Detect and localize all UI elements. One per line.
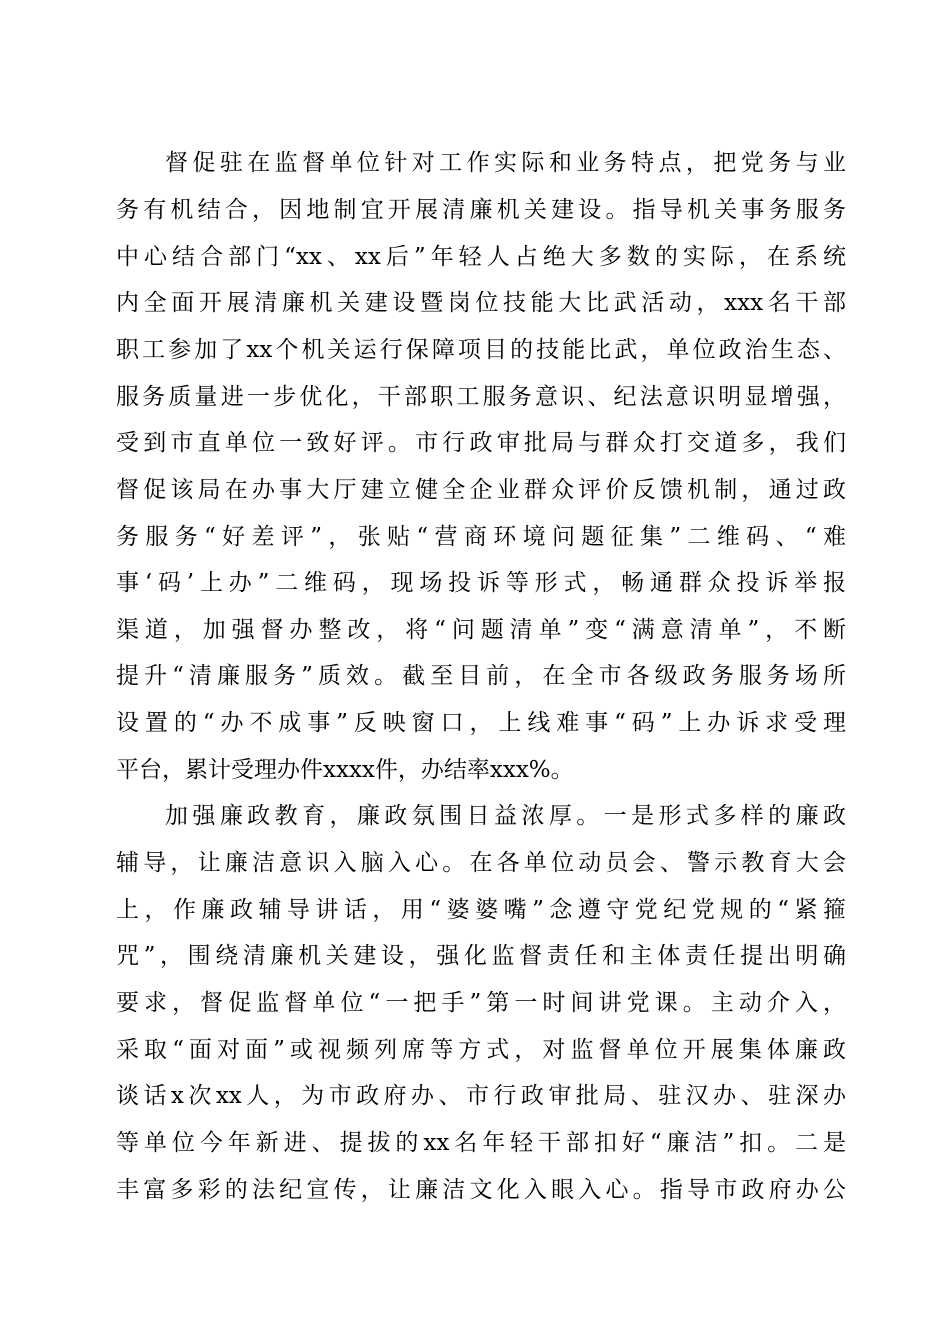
paragraph-1-line-5: 职工参加了xx个机关运行保障项目的技能比武，单位政治生态、 xyxy=(116,337,846,363)
paragraph-1-line-9: 务服务“好差评”，张贴“营商环境问题征集”二维码、“难 xyxy=(116,524,846,550)
paragraph-1-line-13: 设置的“办不成事”反映窗口，上线难事“码”上办诉求受理 xyxy=(116,710,846,736)
paragraph-1-line-3: 中心结合部门“xx、xx后”年轻人占绝大多数的实际，在系统 xyxy=(116,244,846,270)
paragraph-1-line-10: 事‘码’上办”二维码，现场投诉等形式，畅通群众投诉举报 xyxy=(116,570,846,596)
paragraph-2-line-8: 等单位今年新进、提拔的xx名年轻干部扣好“廉洁”扣。二是 xyxy=(116,1130,846,1156)
paragraph-1-line-6: 服务质量进一步优化，干部职工服务意识、纪法意识明显增强， xyxy=(116,384,846,410)
paragraph-2-line-3: 上，作廉政辅导讲话，用“婆婆嘴”念遵守党纪党规的“紧箍 xyxy=(116,897,846,923)
paragraph-2-line-4: 咒”，围绕清廉机关建设，强化监督责任和主体责任提出明确 xyxy=(116,943,846,969)
paragraph-1-line-4: 内全面开展清廉机关建设暨岗位技能大比武活动，xxx名干部 xyxy=(116,290,846,316)
paragraph-1-line-2: 务有机结合，因地制宜开展清廉机关建设。指导机关事务服务 xyxy=(116,197,846,223)
paragraph-1-line-14: 平台，累计受理办件xxxx件，办结率xxx%。 xyxy=(116,757,574,783)
paragraph-2-line-2: 辅导，让廉洁意识入脑入心。在各单位动员会、警示教育大会 xyxy=(116,850,846,876)
paragraph-2-line-7: 谈话x次xx人，为市政府办、市行政审批局、驻汉办、驻深办 xyxy=(116,1083,846,1109)
paragraph-1-line-7: 受到市直单位一致好评。市行政审批局与群众打交道多，我们 xyxy=(116,430,846,456)
paragraph-2-line-1: 加强廉政教育，廉政氛围日益浓厚。一是形式多样的廉政 xyxy=(165,803,846,829)
paragraph-1-line-12: 提升“清廉服务”质效。截至目前，在全市各级政务服务场所 xyxy=(116,663,846,689)
paragraph-2-line-6: 采取“面对面”或视频列席等方式，对监督单位开展集体廉政 xyxy=(116,1037,846,1063)
paragraph-1-line-1: 督促驻在监督单位针对工作实际和业务特点，把党务与业 xyxy=(165,150,846,176)
paragraph-2-line-9: 丰富多彩的法纪宣传，让廉洁文化入眼入心。指导市政府办公 xyxy=(116,1177,846,1203)
paragraph-1-line-11: 渠道，加强督办整改，将“问题清单”变“满意清单”，不断 xyxy=(116,617,846,643)
paragraph-2-line-5: 要求，督促监督单位“一把手”第一时间讲党课。主动介入， xyxy=(116,990,846,1016)
paragraph-1-line-8: 督促该局在办事大厅建立健全企业群众评价反馈机制，通过政 xyxy=(116,477,846,503)
